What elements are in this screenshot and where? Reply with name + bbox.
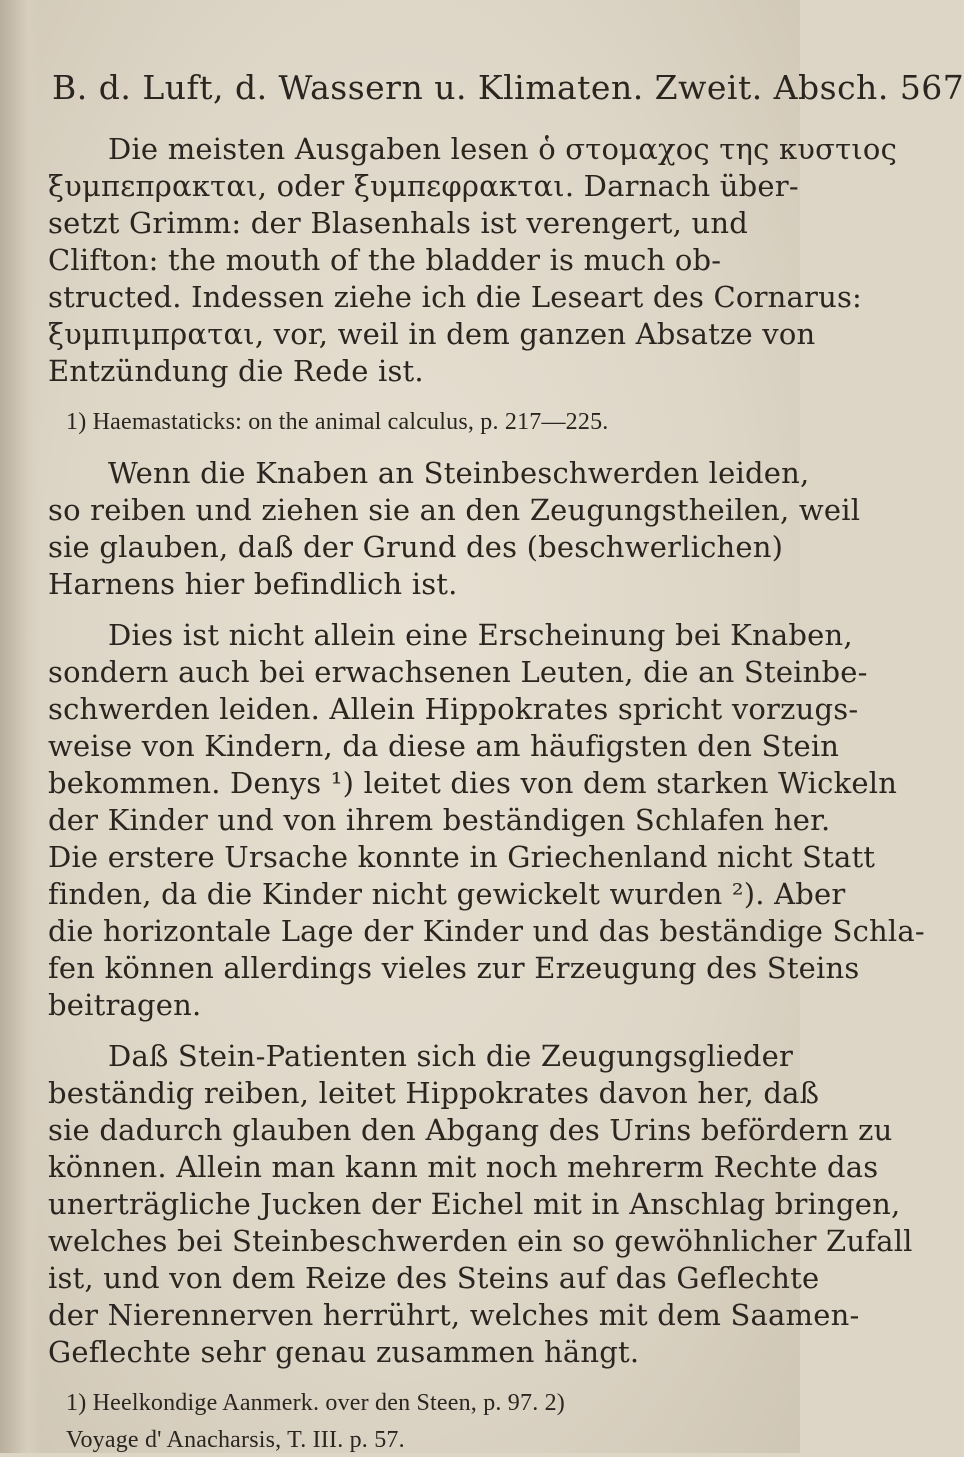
running-header	[52, 68, 964, 108]
page-number: 567	[899, 68, 964, 107]
text-line: Harnens hier befindlich ist.	[48, 567, 458, 601]
text-line: beständig reiben, leitet Hippokrates davon her, daß	[48, 1076, 820, 1110]
text-line: Die erstere Ursache konnte in Griechenland nicht Statt	[48, 840, 876, 874]
text-line: der Kinder und von ihrem beständigen Schlafen her.	[48, 803, 831, 837]
text-line: Dies ist nicht allein eine Erscheinung bei Knaben,	[108, 618, 853, 652]
text-line: unerträgliche Jucken der Eichel mit in Anschlag bringen,	[48, 1187, 901, 1221]
text-line: Wenn die Knaben an Steinbeschwerden leiden,	[108, 456, 810, 490]
text-line: Entzündung die Rede ist.	[48, 354, 424, 388]
text-line: bekommen. Denys ¹) leitet dies von dem starken Wickeln	[48, 766, 898, 800]
text-line: so reiben und ziehen sie an den Zeugungstheilen, weil	[48, 493, 861, 527]
text-line: der Nierennerven herrührt, welches mit dem Saamen-	[48, 1298, 860, 1332]
text-line: sondern auch bei erwachsenen Leuten, die an Steinbe-	[48, 655, 868, 689]
text-line: Geflechte sehr genau zusammen hängt.	[48, 1335, 640, 1369]
footnote: 1) Heelkondige Aanmerk. over den Steen, p. 97. 2)	[66, 1390, 565, 1416]
text-line: die horizontale Lage der Kinder und das beständige Schla-	[48, 914, 925, 948]
text-line: ist, und von dem Reize des Steins auf das Geflechte	[48, 1261, 820, 1295]
text-line: sie glauben, daß der Grund des (beschwerlichen)	[48, 530, 784, 564]
text-line: sie dadurch glauben den Abgang des Urins befördern zu	[48, 1113, 893, 1147]
text-line: Daß Stein-Patienten sich die Zeugungsglieder	[108, 1039, 794, 1073]
page-gutter-shadow	[0, 0, 40, 1453]
text-line: Clifton: the mouth of the bladder is much ob-	[48, 243, 722, 277]
text-line: setzt Grimm: der Blasenhals ist verengert, und	[48, 206, 748, 240]
text-line: Die meisten Ausgaben lesen ὁ στομαχος της κυστιος	[108, 132, 898, 166]
text-line: fen können allerdings vieles zur Erzeugung des Steins	[48, 951, 860, 985]
footnote: 1) Haemastaticks: on the animal calculus, p. 217—225.	[66, 409, 609, 435]
text-line: ξυμπιμπραται, vor, weil in dem ganzen Absatze von	[48, 317, 816, 351]
text-line: schwerden leiden. Allein Hippokrates spricht vorzugs-	[48, 692, 859, 726]
text-line: structed. Indessen ziehe ich die Leseart des Cornarus:	[48, 280, 863, 314]
header-title: B. d. Luft, d. Wassern u. Klimaten. Zweit. Absch.	[52, 68, 889, 107]
text-line: beitragen.	[48, 988, 202, 1022]
text-line: weise von Kindern, da diese am häufigsten den Stein	[48, 729, 840, 763]
footnote: Voyage d' Anacharsis, T. III. p. 57.	[66, 1427, 405, 1453]
text-line: können. Allein man kann mit noch mehrerm Rechte das	[48, 1150, 879, 1184]
text-line: welches bei Steinbeschwerden ein so gewöhnlicher Zufall	[48, 1224, 913, 1258]
text-line: finden, da die Kinder nicht gewickelt wurden ²). Aber	[48, 877, 846, 911]
text-line: ξυμπεπρακται, oder ξυμπεφρακται. Darnach über-	[48, 169, 799, 203]
